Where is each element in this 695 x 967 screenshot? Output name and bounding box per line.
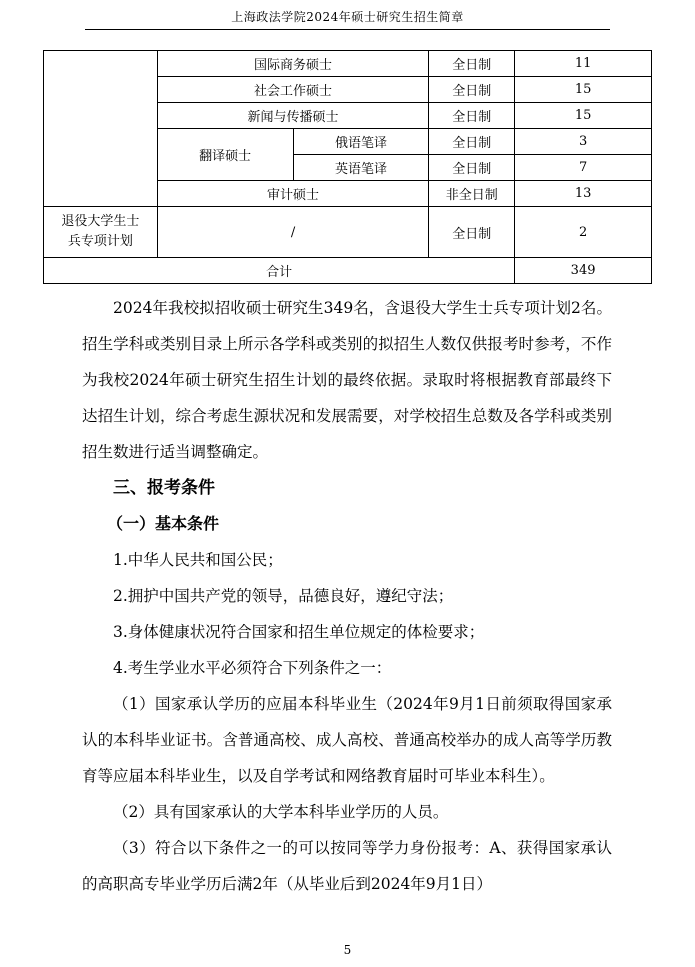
table-cell-program: 审计硕士	[157, 181, 429, 207]
condition-paragraph: （3）符合以下条件之一的可以按同等学力身份报考：A、获得国家承认的高职高专毕业学历后满2年（从毕业后到2024年9月1日）	[82, 839, 612, 893]
condition-paragraph: （2）具有国家承认的大学本科毕业学历的人员。	[113, 803, 449, 821]
table-row	[44, 51, 652, 77]
list-item: 4.考生学业水平必须符合下列条件之一：	[113, 659, 392, 677]
table-cell-program: 国际商务硕士	[157, 51, 429, 77]
body-text	[82, 290, 612, 902]
table-cell-count: 3	[515, 129, 652, 155]
table-row-total	[44, 258, 652, 284]
paragraph-enrollment-note: 2024年我校拟招收硕士研究生349名，含退役大学生士兵专项计划2名。招生学科或类别目录上所示各学科或类别的拟招生人数仅供报考时参考，不作为我校2024年硕士研究生招生计划的最终依据。录取时将根据教育部最终下达招生计划，综合考虑生源状况和发展需要，对学校招生总数及各学科或类别招生数进行适当调整确定。	[82, 299, 612, 461]
list-item: 1.中华人民共和国公民；	[113, 551, 283, 569]
table-cell-mode: 全日制	[429, 103, 515, 129]
table-cell-subprogram: 俄语笔译	[293, 129, 429, 155]
page-header: 上海政法学院2024年硕士研究生招生简章	[231, 10, 464, 24]
section-title: 三、报考条件	[113, 478, 215, 498]
list-item: 2.拥护中国共产党的领导，品德良好，遵纪守法；	[113, 587, 454, 605]
table-cell-program: 新闻与传播硕士	[157, 103, 429, 129]
table-cell-count: 2	[515, 207, 652, 258]
table-cell-mode: 非全日制	[429, 181, 515, 207]
condition-paragraph: （1）国家承认学历的应届本科毕业生（2024年9月1日前须取得国家承认的本科毕业证书。含普通高校、成人高校、普通高校举办的成人高等学历教育等应届本科毕业生，以及自学考试和网络教育届时可毕业本科生）。	[82, 695, 612, 785]
table-cell-count: 7	[515, 155, 652, 181]
category-line: 退役大学生士	[61, 214, 140, 229]
header-rule	[85, 29, 610, 30]
table-cell-total-count: 349	[515, 258, 652, 284]
table-cell-category	[44, 207, 158, 258]
table-cell-mode: 全日制	[429, 155, 515, 181]
category-line: 兵专项计划	[67, 234, 133, 249]
table-cell-mode: 全日制	[429, 207, 515, 258]
table-cell-mode: 全日制	[429, 51, 515, 77]
table-cell-category-empty	[44, 51, 158, 207]
enrollment-plan-table	[43, 50, 652, 284]
table-cell-subprogram: 英语笔译	[293, 155, 429, 181]
table-cell-mode: 全日制	[429, 77, 515, 103]
table-cell-total-label: 合计	[44, 258, 515, 284]
table-cell-count: 13	[515, 181, 652, 207]
list-item: 3.身体健康状况符合国家和招生单位规定的体检要求；	[113, 623, 485, 641]
table-cell-program: 社会工作硕士	[157, 77, 429, 103]
table-cell-program: 翻译硕士	[157, 129, 293, 181]
table-cell-program: /	[157, 207, 429, 258]
subsection-title: （一）基本条件	[107, 514, 220, 533]
table-cell-count: 15	[515, 77, 652, 103]
table-cell-count: 11	[515, 51, 652, 77]
table-cell-count: 15	[515, 103, 652, 129]
page-number: 5	[343, 943, 352, 957]
table-row-veteran	[44, 207, 652, 258]
table-cell-mode: 全日制	[429, 129, 515, 155]
